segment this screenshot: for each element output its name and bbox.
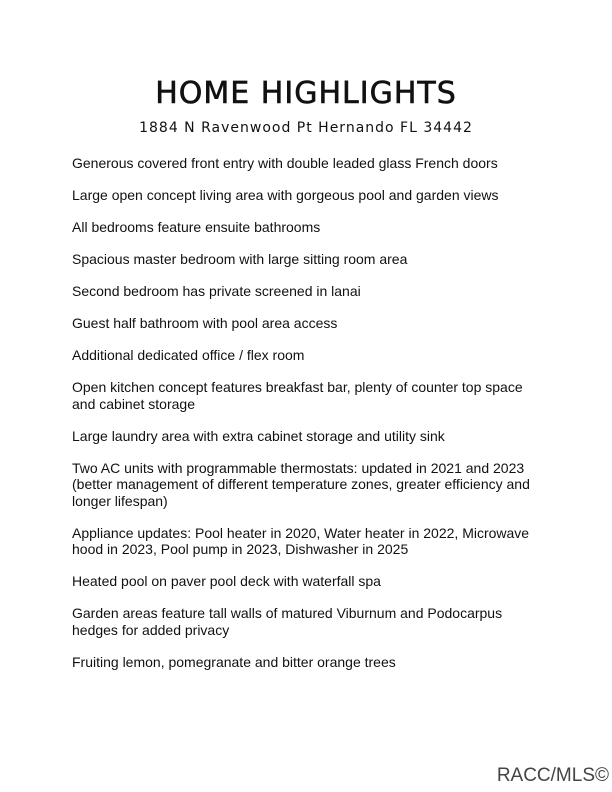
highlight-item: Heated pool on paver pool deck with waterfall spa bbox=[72, 573, 381, 589]
highlight-item: Additional dedicated office / flex room bbox=[72, 347, 305, 363]
highlight-item: Large laundry area with extra cabinet storage and utility sink bbox=[72, 427, 445, 444]
highlight-item: All bedrooms feature ensuite bathrooms bbox=[72, 219, 321, 235]
property-address: 1884 N Ravenwood Pt Hernando FL 34442 bbox=[139, 120, 473, 136]
highlight-item: Fruiting lemon, pomegranate and bitter orange trees bbox=[72, 653, 396, 670]
highlight-item: Guest half bathroom with pool area access bbox=[72, 315, 338, 331]
mls-watermark: RACC/MLS© bbox=[496, 765, 609, 786]
highlights-list bbox=[72, 155, 542, 686]
highlight-item: Spacious master bedroom with large sitting room area bbox=[72, 251, 408, 267]
highlight-item: Large open concept living area with gorgeous pool and garden views bbox=[72, 187, 499, 203]
page-title: HOME HIGHLIGHTS bbox=[155, 76, 457, 111]
highlight-item: Second bedroom has private screened in lanai bbox=[72, 283, 361, 299]
highlight-item: Open kitchen concept features breakfast bar, plenty of counter top space and cabinet storage bbox=[72, 379, 523, 412]
highlight-item: Garden areas feature tall walls of matured Viburnum and Podocarpus hedges for added privacy bbox=[72, 605, 503, 638]
highlight-item: Generous covered front entry with double leaded glass French doors bbox=[72, 155, 498, 171]
highlight-item: Two AC units with programmable thermostats: updated in 2021 and 2023 (better management of different temperature zones, greater efficiency and longer lifespan) bbox=[72, 459, 530, 509]
highlight-item: Appliance updates: Pool heater in 2020, Water heater in 2022, Microwave hood in 2023, Pool pump in 2023, Dishwasher in 2025 bbox=[72, 524, 530, 557]
